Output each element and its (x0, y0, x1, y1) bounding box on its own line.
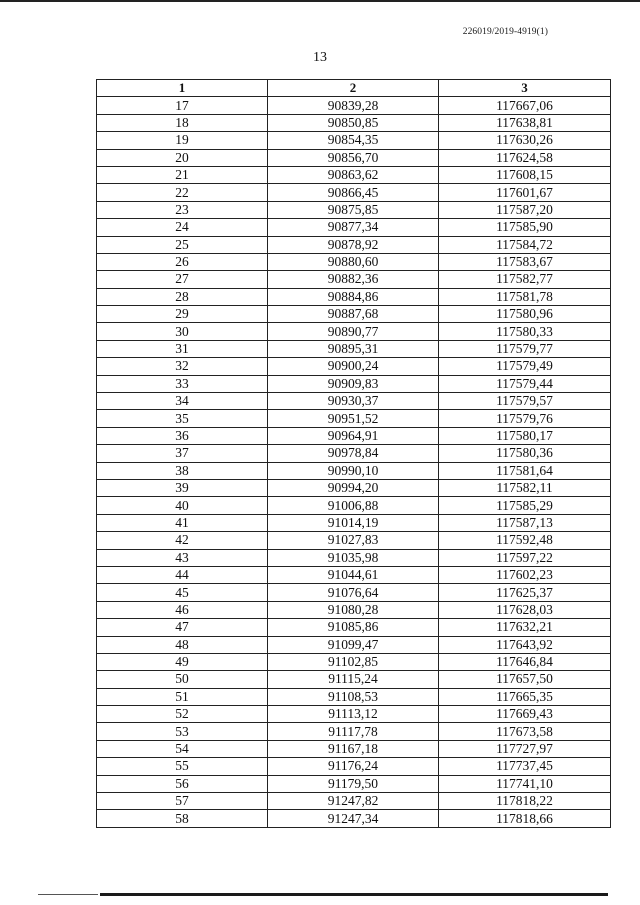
x-coordinate-cell: 90964,91 (268, 427, 439, 444)
column-header-3: 3 (439, 80, 611, 97)
y-coordinate-cell: 117580,33 (439, 323, 611, 340)
top-rule (0, 0, 640, 2)
y-coordinate-cell: 117585,29 (439, 497, 611, 514)
table-row (97, 410, 611, 427)
x-coordinate-cell: 91179,50 (268, 775, 439, 792)
point-number-cell: 17 (97, 97, 268, 114)
y-coordinate-cell: 117583,67 (439, 253, 611, 270)
x-coordinate-cell: 91099,47 (268, 636, 439, 653)
x-coordinate-cell: 91247,34 (268, 810, 439, 827)
table-row (97, 114, 611, 131)
point-number-cell: 47 (97, 619, 268, 636)
table-row (97, 497, 611, 514)
table-row (97, 601, 611, 618)
point-number-cell: 45 (97, 584, 268, 601)
x-coordinate-cell: 90856,70 (268, 149, 439, 166)
y-coordinate-cell: 117643,92 (439, 636, 611, 653)
y-coordinate-cell: 117579,44 (439, 375, 611, 392)
y-coordinate-cell: 117673,58 (439, 723, 611, 740)
y-coordinate-cell: 117665,35 (439, 688, 611, 705)
table-row (97, 514, 611, 531)
x-coordinate-cell: 90863,62 (268, 166, 439, 183)
x-coordinate-cell: 90951,52 (268, 410, 439, 427)
x-coordinate-cell: 90887,68 (268, 306, 439, 323)
x-coordinate-cell: 90884,86 (268, 288, 439, 305)
table-row (97, 566, 611, 583)
y-coordinate-cell: 117581,78 (439, 288, 611, 305)
table-row (97, 149, 611, 166)
x-coordinate-cell: 91167,18 (268, 740, 439, 757)
y-coordinate-cell: 117667,06 (439, 97, 611, 114)
y-coordinate-cell: 117592,48 (439, 532, 611, 549)
x-coordinate-cell: 90994,20 (268, 479, 439, 496)
y-coordinate-cell: 117579,57 (439, 393, 611, 410)
y-coordinate-cell: 117580,96 (439, 306, 611, 323)
x-coordinate-cell: 91108,53 (268, 688, 439, 705)
column-header-1: 1 (97, 80, 268, 97)
table-row (97, 549, 611, 566)
y-coordinate-cell: 117624,58 (439, 149, 611, 166)
x-coordinate-cell: 90882,36 (268, 271, 439, 288)
point-number-cell: 55 (97, 758, 268, 775)
y-coordinate-cell: 117602,23 (439, 566, 611, 583)
y-coordinate-cell: 117646,84 (439, 653, 611, 670)
table-row (97, 184, 611, 201)
table-row (97, 323, 611, 340)
y-coordinate-cell: 117818,66 (439, 810, 611, 827)
y-coordinate-cell: 117737,45 (439, 758, 611, 775)
table-row (97, 393, 611, 410)
y-coordinate-cell: 117741,10 (439, 775, 611, 792)
point-number-cell: 29 (97, 306, 268, 323)
x-coordinate-cell: 90875,85 (268, 201, 439, 218)
y-coordinate-cell: 117638,81 (439, 114, 611, 131)
point-number-cell: 26 (97, 253, 268, 270)
x-coordinate-cell: 90839,28 (268, 97, 439, 114)
bottom-rule (100, 893, 608, 896)
x-coordinate-cell: 91006,88 (268, 497, 439, 514)
x-coordinate-cell: 91027,83 (268, 532, 439, 549)
table-row (97, 97, 611, 114)
point-number-cell: 28 (97, 288, 268, 305)
x-coordinate-cell: 90877,34 (268, 219, 439, 236)
table-header-row (97, 80, 611, 97)
x-coordinate-cell: 91102,85 (268, 653, 439, 670)
table-row (97, 375, 611, 392)
point-number-cell: 49 (97, 653, 268, 670)
table-row (97, 288, 611, 305)
table-row (97, 201, 611, 218)
x-coordinate-cell: 91085,86 (268, 619, 439, 636)
point-number-cell: 42 (97, 532, 268, 549)
point-number-cell: 43 (97, 549, 268, 566)
point-number-cell: 32 (97, 358, 268, 375)
y-coordinate-cell: 117581,64 (439, 462, 611, 479)
point-number-cell: 51 (97, 688, 268, 705)
point-number-cell: 39 (97, 479, 268, 496)
point-number-cell: 30 (97, 323, 268, 340)
x-coordinate-cell: 90990,10 (268, 462, 439, 479)
y-coordinate-cell: 117818,22 (439, 793, 611, 810)
point-number-cell: 27 (97, 271, 268, 288)
table-row (97, 445, 611, 462)
point-number-cell: 25 (97, 236, 268, 253)
x-coordinate-cell: 90900,24 (268, 358, 439, 375)
point-number-cell: 52 (97, 706, 268, 723)
y-coordinate-cell: 117625,37 (439, 584, 611, 601)
y-coordinate-cell: 117601,67 (439, 184, 611, 201)
table-row (97, 427, 611, 444)
point-number-cell: 19 (97, 132, 268, 149)
y-coordinate-cell: 117579,77 (439, 340, 611, 357)
point-number-cell: 48 (97, 636, 268, 653)
point-number-cell: 22 (97, 184, 268, 201)
y-coordinate-cell: 117669,43 (439, 706, 611, 723)
point-number-cell: 56 (97, 775, 268, 792)
x-coordinate-cell: 91247,82 (268, 793, 439, 810)
point-number-cell: 57 (97, 793, 268, 810)
table-row (97, 671, 611, 688)
x-coordinate-cell: 90866,45 (268, 184, 439, 201)
table-row (97, 271, 611, 288)
table-row (97, 810, 611, 827)
y-coordinate-cell: 117657,50 (439, 671, 611, 688)
x-coordinate-cell: 91115,24 (268, 671, 439, 688)
point-number-cell: 50 (97, 671, 268, 688)
x-coordinate-cell: 90895,31 (268, 340, 439, 357)
table-row (97, 479, 611, 496)
document-reference: 226019/2019-4919(1) (462, 27, 548, 37)
table-row (97, 688, 611, 705)
table-row (97, 166, 611, 183)
point-number-cell: 20 (97, 149, 268, 166)
table-row (97, 636, 611, 653)
x-coordinate-cell: 90890,77 (268, 323, 439, 340)
x-coordinate-cell: 91113,12 (268, 706, 439, 723)
table-row (97, 775, 611, 792)
table-row (97, 132, 611, 149)
point-number-cell: 18 (97, 114, 268, 131)
y-coordinate-cell: 117630,26 (439, 132, 611, 149)
point-number-cell: 41 (97, 514, 268, 531)
y-coordinate-cell: 117587,20 (439, 201, 611, 218)
x-coordinate-cell: 90878,92 (268, 236, 439, 253)
table-row (97, 653, 611, 670)
point-number-cell: 33 (97, 375, 268, 392)
y-coordinate-cell: 117587,13 (439, 514, 611, 531)
y-coordinate-cell: 117608,15 (439, 166, 611, 183)
table-row (97, 236, 611, 253)
table-row (97, 723, 611, 740)
x-coordinate-cell: 91117,78 (268, 723, 439, 740)
point-number-cell: 34 (97, 393, 268, 410)
point-number-cell: 44 (97, 566, 268, 583)
point-number-cell: 24 (97, 219, 268, 236)
x-coordinate-cell: 91014,19 (268, 514, 439, 531)
point-number-cell: 23 (97, 201, 268, 218)
point-number-cell: 46 (97, 601, 268, 618)
point-number-cell: 21 (97, 166, 268, 183)
table-row (97, 793, 611, 810)
table-row (97, 358, 611, 375)
x-coordinate-cell: 91076,64 (268, 584, 439, 601)
point-number-cell: 35 (97, 410, 268, 427)
table-row (97, 619, 611, 636)
y-coordinate-cell: 117582,77 (439, 271, 611, 288)
table-row (97, 584, 611, 601)
x-coordinate-cell: 91176,24 (268, 758, 439, 775)
point-number-cell: 54 (97, 740, 268, 757)
x-coordinate-cell: 90880,60 (268, 253, 439, 270)
y-coordinate-cell: 117579,49 (439, 358, 611, 375)
point-number-cell: 40 (97, 497, 268, 514)
point-number-cell: 31 (97, 340, 268, 357)
y-coordinate-cell: 117628,03 (439, 601, 611, 618)
y-coordinate-cell: 117582,11 (439, 479, 611, 496)
y-coordinate-cell: 117597,22 (439, 549, 611, 566)
column-header-2: 2 (268, 80, 439, 97)
table-row (97, 758, 611, 775)
table-row (97, 740, 611, 757)
y-coordinate-cell: 117727,97 (439, 740, 611, 757)
point-number-cell: 58 (97, 810, 268, 827)
x-coordinate-cell: 90930,37 (268, 393, 439, 410)
bottom-rule-left (38, 894, 98, 895)
table-body (97, 97, 611, 827)
table-row (97, 462, 611, 479)
x-coordinate-cell: 90850,85 (268, 114, 439, 131)
y-coordinate-cell: 117579,76 (439, 410, 611, 427)
x-coordinate-cell: 90854,35 (268, 132, 439, 149)
page-number: 13 (313, 50, 327, 65)
x-coordinate-cell: 91080,28 (268, 601, 439, 618)
y-coordinate-cell: 117585,90 (439, 219, 611, 236)
y-coordinate-cell: 117584,72 (439, 236, 611, 253)
table-row (97, 706, 611, 723)
table-row (97, 253, 611, 270)
x-coordinate-cell: 90909,83 (268, 375, 439, 392)
table-row (97, 340, 611, 357)
point-number-cell: 36 (97, 427, 268, 444)
point-number-cell: 53 (97, 723, 268, 740)
x-coordinate-cell: 90978,84 (268, 445, 439, 462)
x-coordinate-cell: 91044,61 (268, 566, 439, 583)
table-row (97, 306, 611, 323)
point-number-cell: 38 (97, 462, 268, 479)
point-number-cell: 37 (97, 445, 268, 462)
y-coordinate-cell: 117580,17 (439, 427, 611, 444)
y-coordinate-cell: 117580,36 (439, 445, 611, 462)
coordinates-table (96, 79, 611, 828)
table-row (97, 532, 611, 549)
table-row (97, 219, 611, 236)
y-coordinate-cell: 117632,21 (439, 619, 611, 636)
x-coordinate-cell: 91035,98 (268, 549, 439, 566)
